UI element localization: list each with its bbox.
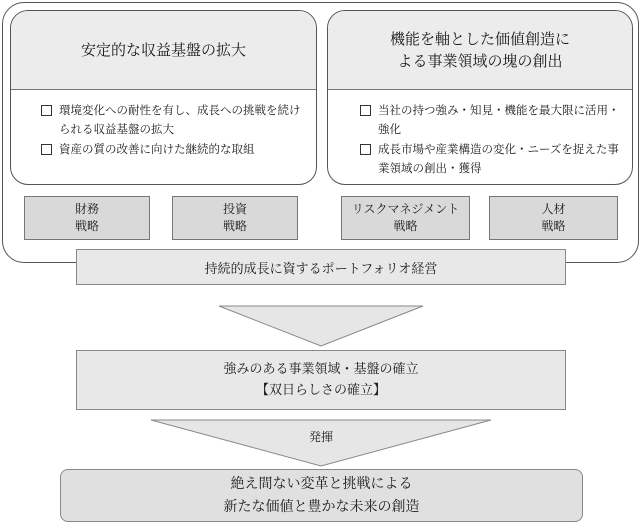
core-business-line1: 強みのある事業領域・基盤の確立 xyxy=(223,362,419,377)
checkbox-icon xyxy=(360,105,371,116)
strategy-human-resources: 人材 戦略 xyxy=(489,196,618,240)
checkbox-icon xyxy=(41,144,52,155)
strategy-risk-management: リスクマネジメント 戦略 xyxy=(341,196,470,240)
core-business-line2: 【双日らしさの確立】 xyxy=(255,383,386,398)
arrow-label: 発揮 xyxy=(308,430,333,444)
checkbox-icon xyxy=(360,144,371,155)
panel-value-creation-title-line1: 機能を軸とした価値創造に xyxy=(389,30,570,48)
core-business-stage xyxy=(76,350,566,410)
bullet-item: 当社の持つ強み・知見・機能を最大限に活用・強化 xyxy=(358,101,622,139)
panel-stable-revenue-body xyxy=(11,89,316,184)
panel-value-creation-header xyxy=(328,11,632,90)
down-arrow-icon xyxy=(218,305,424,347)
strategy-finance: 財務 戦略 xyxy=(24,196,150,240)
checkbox-icon xyxy=(41,105,52,116)
future-creation-box xyxy=(60,469,583,522)
panel-stable-revenue-header xyxy=(11,11,316,90)
bullet-item: 成長市場や産業構造の変化・ニーズを捉えた事業領域の創出・獲得 xyxy=(358,140,622,178)
portfolio-management-bar: 持続的成長に資するポートフォリオ経営 xyxy=(76,249,566,285)
panel-stable-revenue-title: 安定的な収益基盤の拡大 xyxy=(80,41,246,59)
future-creation-line2: 新たな価値と豊かな未来の創造 xyxy=(223,498,420,515)
future-creation-line1: 絶え間ない変革と挑戦による xyxy=(230,475,413,492)
strategy-investment: 投資 戦略 xyxy=(172,196,298,240)
bullet-item: 環境変化への耐性を有し、成長への挑戦を続けられる収益基盤の拡大 xyxy=(39,101,306,139)
panel-value-creation-body xyxy=(328,89,632,184)
panel-stable-revenue xyxy=(10,10,317,185)
panel-value-creation-title-line2: よる事業領域の塊の創出 xyxy=(397,52,563,70)
panel-value-creation xyxy=(327,10,633,185)
bullet-item: 資産の質の改善に向けた継続的な取組 xyxy=(39,140,306,159)
